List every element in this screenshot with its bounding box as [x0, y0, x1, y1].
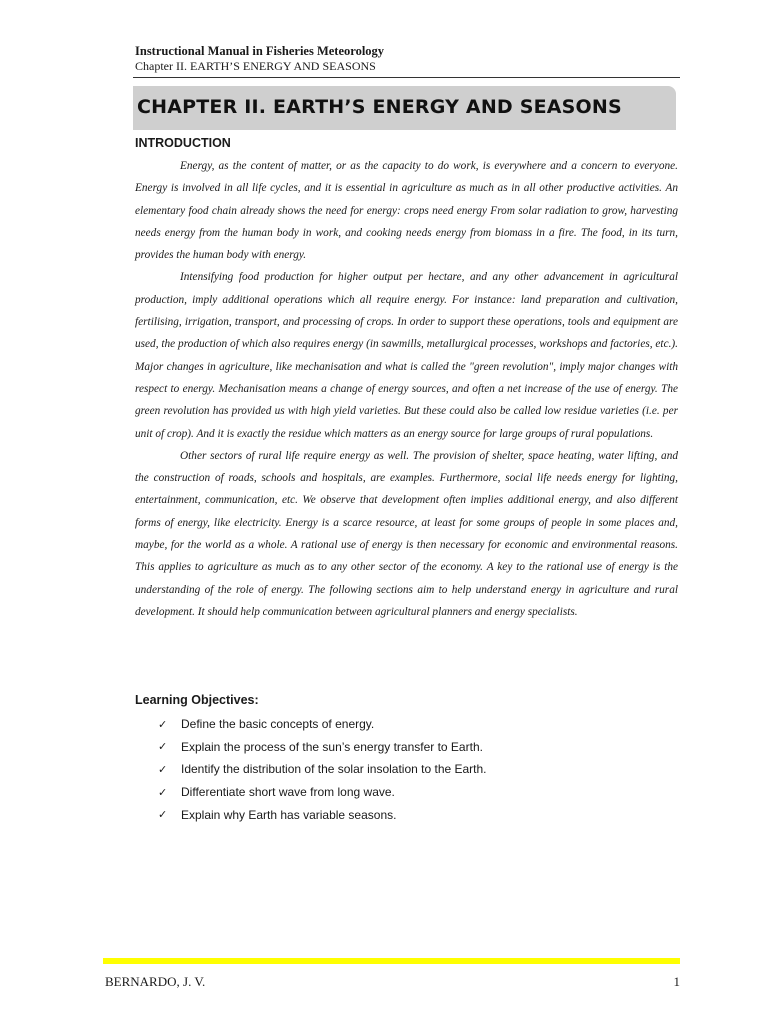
check-icon: ✓ — [158, 740, 168, 754]
learning-objectives-list — [158, 713, 487, 826]
manual-title: Instructional Manual in Fisheries Meteorology — [135, 44, 385, 58]
check-icon: ✓ — [158, 762, 168, 776]
running-header — [135, 44, 680, 74]
header-divider — [133, 77, 680, 78]
page-number: 1 — [673, 974, 680, 989]
paragraph-2: Intensifying food production for higher output per hectare, and any other advancement in agricultural production, imply additional operations which all require energy. For instance: land preparation and cultivation, fertilising, irrigation, transport, and processing of crops. In order to support these operations, tools and equipment are used, the production of which also requires energy (in sawmills, metallurgical processes, workshops and factories, etc.). Major changes in agriculture, like mechanisation and what is called the "green revolution", imply major changes with respect to energy. Mechanisation means a change of energy sources, and often a net increase of the use of energy. The green revolution has provided us with high yield varieties. But these could also be called low residue varieties (i.e. per unit of crop). And it is exactly the residue which matters as an energy source for large groups of rural populations. — [135, 271, 678, 440]
list-item — [158, 736, 487, 759]
objective-text: Explain why Earth has variable seasons. — [181, 807, 397, 822]
objective-text: Explain the process of the sun’s energy transfer to Earth. — [181, 739, 483, 754]
footer-accent-bar — [103, 958, 680, 964]
paragraph-3: Other sectors of rural life require energy as well. The provision of shelter, space heating, water lifting, and the construction of roads, schools and hospitals, are examples. Furthermore, social life needs energy for lighting, entertainment, communication, etc. We observe that development often implies additional energy, and also different forms of energy, like electricity. Energy is a scarce resource, at least for some groups of people in some places and, maybe, for the world as a whole. A rational use of energy is then necessary for economic and environmental reasons. This applies to agriculture as much as to any other sector of the economy. A key to the rational use of energy is the understanding of the role of energy. The following sections aim to help understand energy in agriculture and rural development. It should help communication between agricultural planners and energy specialists. — [135, 449, 678, 618]
list-item — [158, 758, 487, 781]
chapter-title-banner — [133, 86, 676, 130]
footer-author: BERNARDO, J. V. — [105, 974, 206, 989]
objective-text: Define the basic concepts of energy. — [181, 717, 375, 732]
learning-objectives-heading: Learning Objectives: — [135, 693, 259, 707]
list-item — [158, 803, 487, 826]
introduction-body — [135, 155, 678, 623]
check-icon: ✓ — [158, 808, 168, 822]
check-icon: ✓ — [158, 785, 168, 799]
chapter-subtitle: Chapter II. EARTH’S ENERGY AND SEASONS — [135, 59, 376, 73]
chapter-title: CHAPTER II. EARTH’S ENERGY AND SEASONS — [137, 96, 622, 118]
check-icon: ✓ — [158, 717, 168, 731]
list-item — [158, 781, 487, 804]
objective-text: Differentiate short wave from long wave. — [181, 785, 395, 800]
list-item — [158, 713, 487, 736]
introduction-heading: INTRODUCTION — [135, 136, 231, 150]
paragraph-1: Energy, as the content of matter, or as the capacity to do work, is everywhere and a concern to everyone. Energy is involved in all life cycles, and it is essential in agriculture as much as in all other productive activities. An elementary food chain already shows the need for energy: crops need energy From solar radiation to grow, harvesting needs energy from the human body in work, and cooking needs energy from biomass in a fire. The food, in its turn, provides the human body with energy. — [135, 160, 678, 262]
objective-text: Identify the distribution of the solar insolation to the Earth. — [181, 762, 487, 777]
